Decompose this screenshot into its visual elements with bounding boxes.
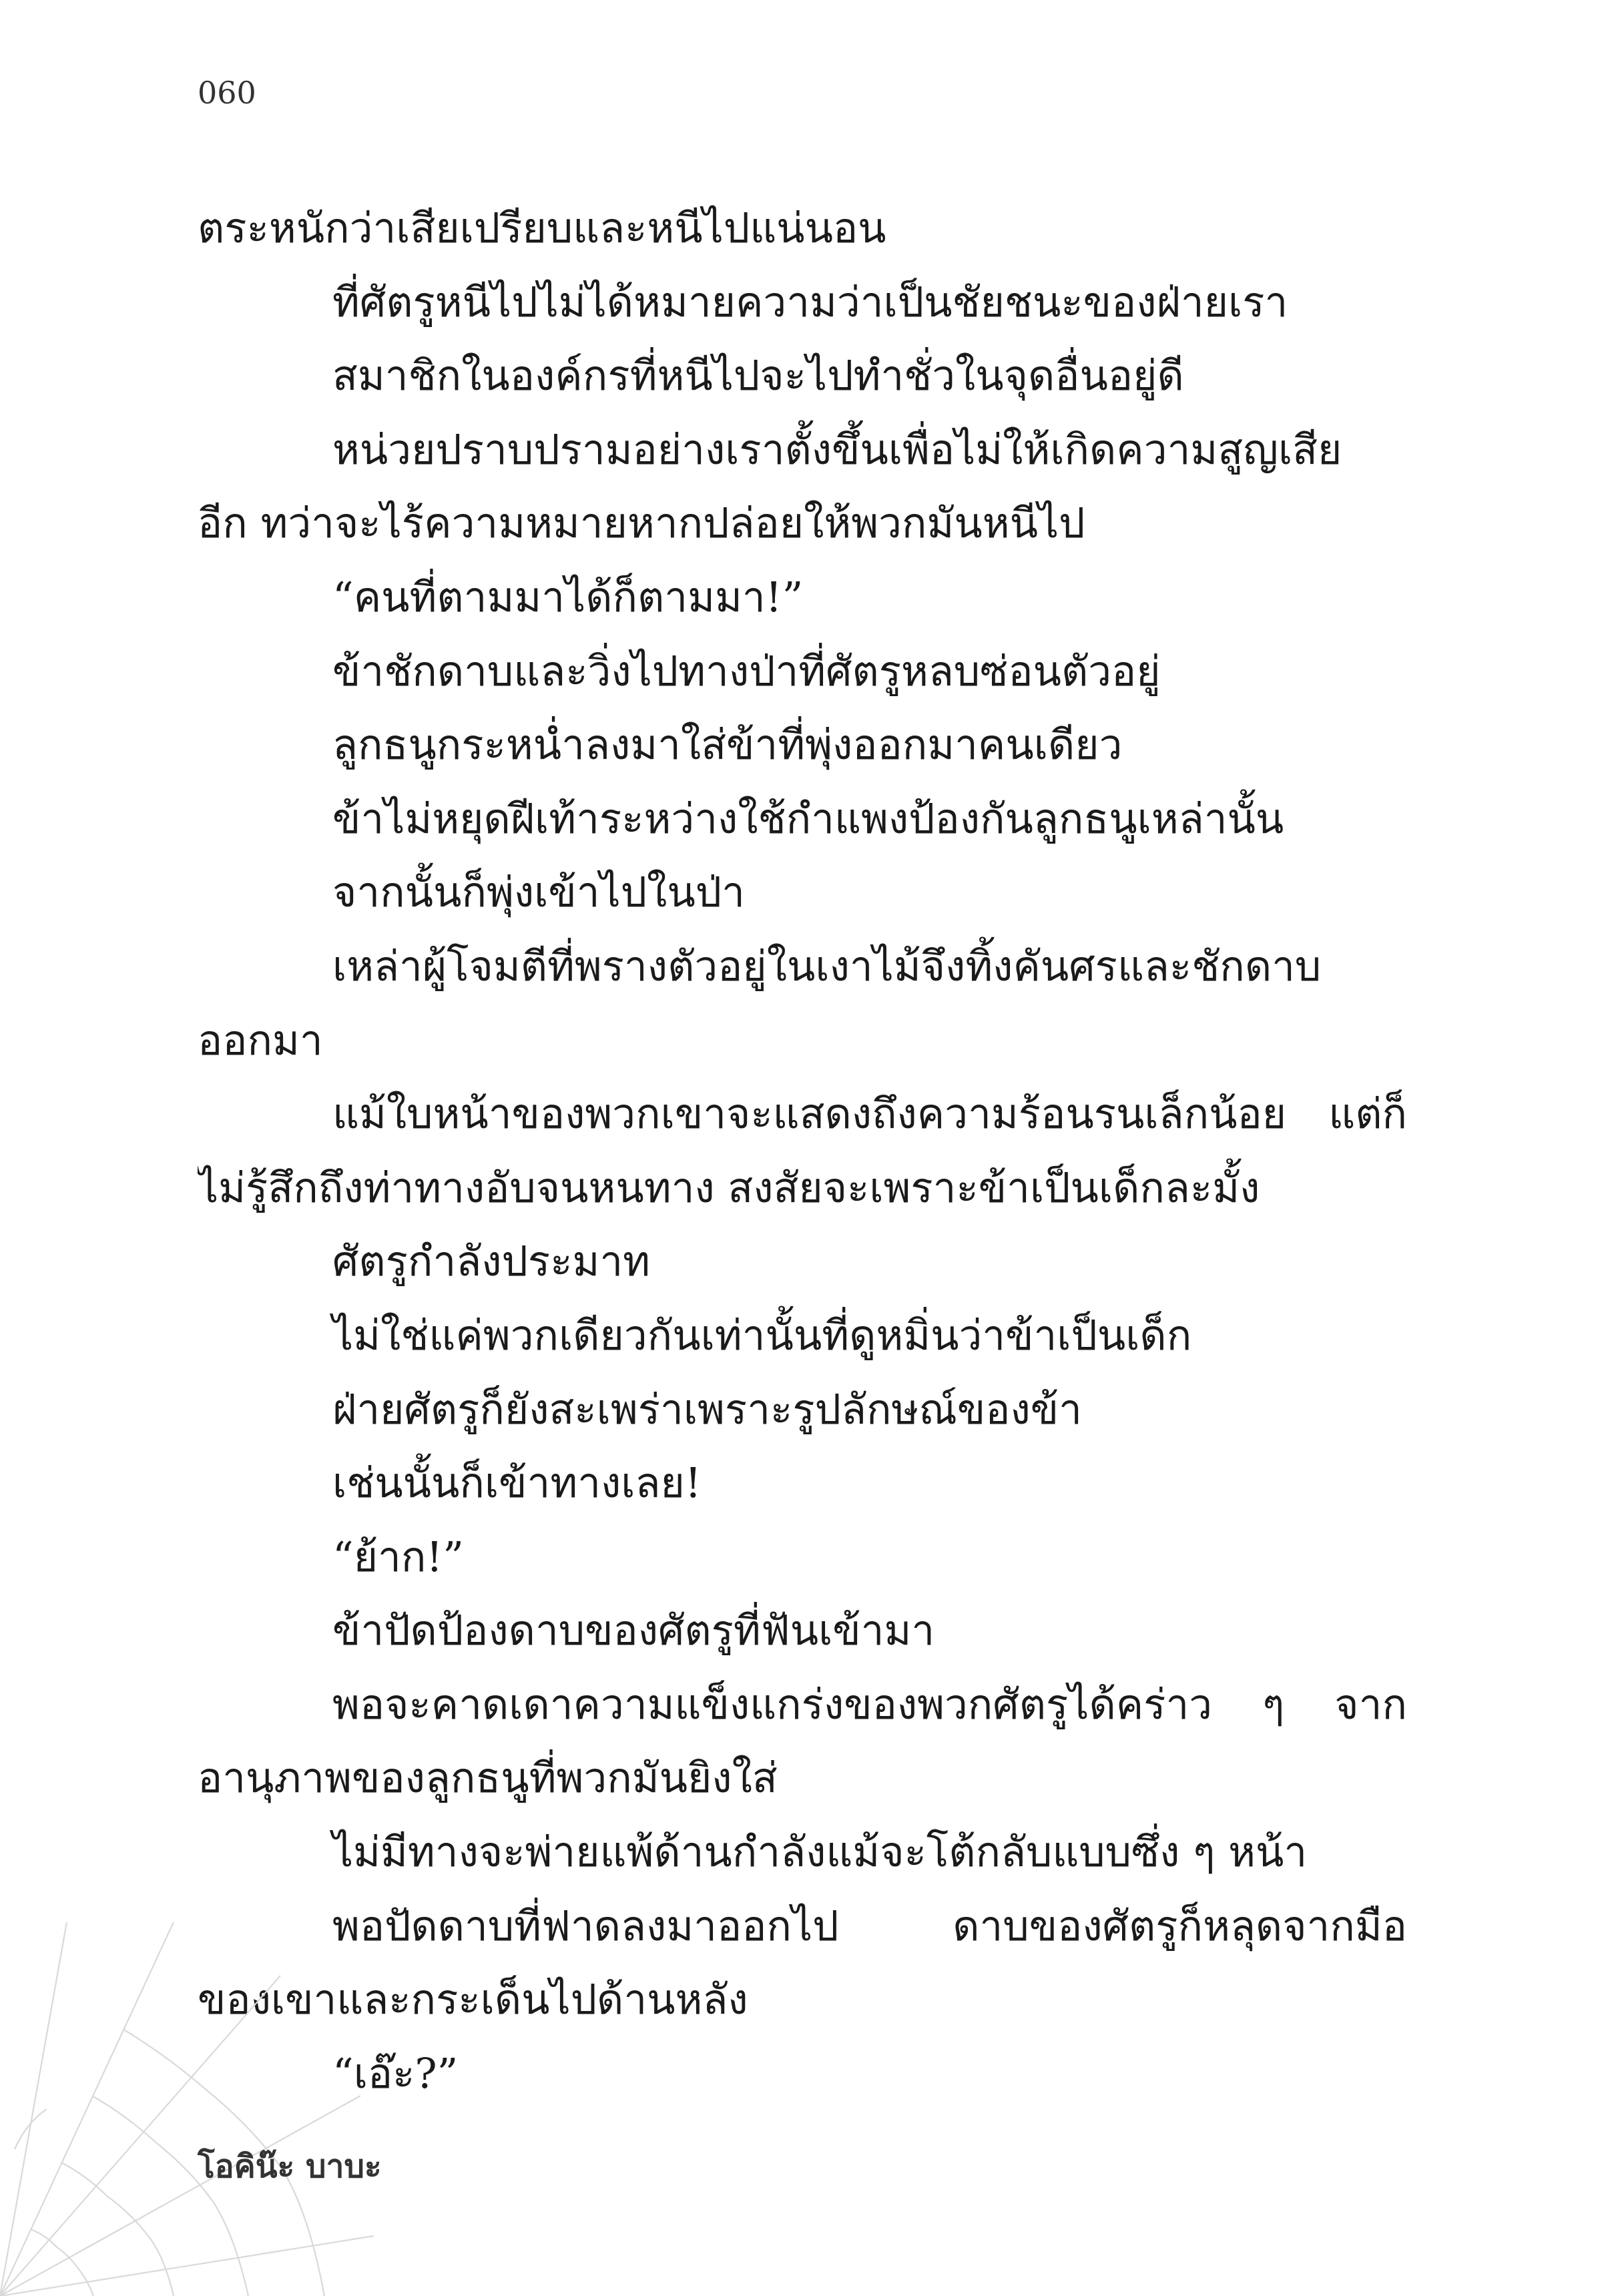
spider-web-decoration bbox=[0, 1922, 374, 2296]
text-line: ตระหนักว่าเสียเปรียบและหนีไปแน่นอน bbox=[198, 204, 886, 252]
text-line: “เอ๊ะ?” bbox=[332, 2048, 459, 2098]
text-line: หน่วยปราบปรามอย่างเราตั้งขึ้นเพื่อไม่ให้เกิดความสูญเสีย bbox=[332, 424, 1342, 474]
text-line: ไม่รู้สึกถึงท่าทางอับจนหนทาง สงสัยจะเพราะข้าเป็นเด็กละมั้ง bbox=[198, 1163, 1260, 1212]
text-line: ของเขาและกระเด็นไปด้านหลัง bbox=[198, 1975, 748, 2024]
page-number: 060 bbox=[198, 75, 256, 111]
text-line: “คนที่ตามมาได้ก็ตามมา!” bbox=[332, 572, 804, 621]
text-line: อานุภาพของลูกธนูที่พวกมันยิงใส่ bbox=[198, 1753, 778, 1803]
text-line: สมาชิกในองค์กรที่หนีไปจะไปทำชั่วในจุดอื่นอยู่ดี bbox=[332, 351, 1184, 400]
author-name: โอคิน๊ะ บาบะ bbox=[198, 2148, 382, 2185]
text-line: เหล่าผู้โจมตีที่พรางตัวอยู่ในเงาไม้จึงทิ้งคันศรและชักดาบ bbox=[332, 941, 1322, 990]
text-line: เช่นนั้นก็เข้าทางเลย! bbox=[332, 1458, 702, 1508]
text-line: ศัตรูกำลังประมาท bbox=[332, 1237, 651, 1286]
body-text bbox=[198, 192, 1407, 2110]
text-line: ข้าไม่หยุดฝีเท้าระหว่างใช้กำแพงป้องกันลูกธนูเหล่านั้น bbox=[332, 794, 1284, 843]
text-line: แม้ใบหน้าของพวกเขาจะแสดงถึงความร้อนรนเล็กน้อย แต่ก็ bbox=[332, 1089, 1407, 1139]
text-line: พอจะคาดเดาความแข็งแกร่งของพวกศัตรูได้คร่าว ๆ จาก bbox=[332, 1679, 1407, 1729]
text-line: “ย้าก!” bbox=[332, 1532, 464, 1581]
text-line: ที่ศัตรูหนีไปไม่ได้หมายความว่าเป็นชัยชนะของฝ่ายเรา bbox=[332, 277, 1288, 326]
text-line: พอปัดดาบที่ฟาดลงมาออกไป ดาบของศัตรูก็หลุดจากมือ bbox=[332, 1901, 1407, 1950]
text-line: ข้าปัดป้องดาบของศัตรูที่ฟันเข้ามา bbox=[332, 1606, 935, 1655]
text-line: ลูกธนูกระหน่ำลงมาใส่ข้าที่พุ่งออกมาคนเดียว bbox=[332, 720, 1123, 770]
text-line: อีก ทว่าจะไร้ความหมายหากปล่อยให้พวกมันหนีไป bbox=[198, 499, 1085, 548]
text-line: ออกมา bbox=[198, 1015, 323, 1065]
text-line: ข้าชักดาบและวิ่งไปทางป่าที่ศัตรูหลบซ่อนตัวอยู่ bbox=[332, 646, 1161, 695]
text-line: ไม่มีทางจะพ่ายแพ้ด้านกำลังแม้จะโต้กลับแบบซึ่ง ๆ หน้า bbox=[332, 1827, 1308, 1877]
text-line: ไม่ใช่แค่พวกเดียวกันเท่านั้นที่ดูหมิ่นว่าข้าเป็นเด็ก bbox=[332, 1310, 1192, 1360]
text-line: ฝ่ายศัตรูก็ยังสะเพร่าเพราะรูปลักษณ์ของข้า bbox=[332, 1384, 1082, 1434]
text-line: จากนั้นก็พุ่งเข้าไปในป่า bbox=[332, 868, 745, 917]
